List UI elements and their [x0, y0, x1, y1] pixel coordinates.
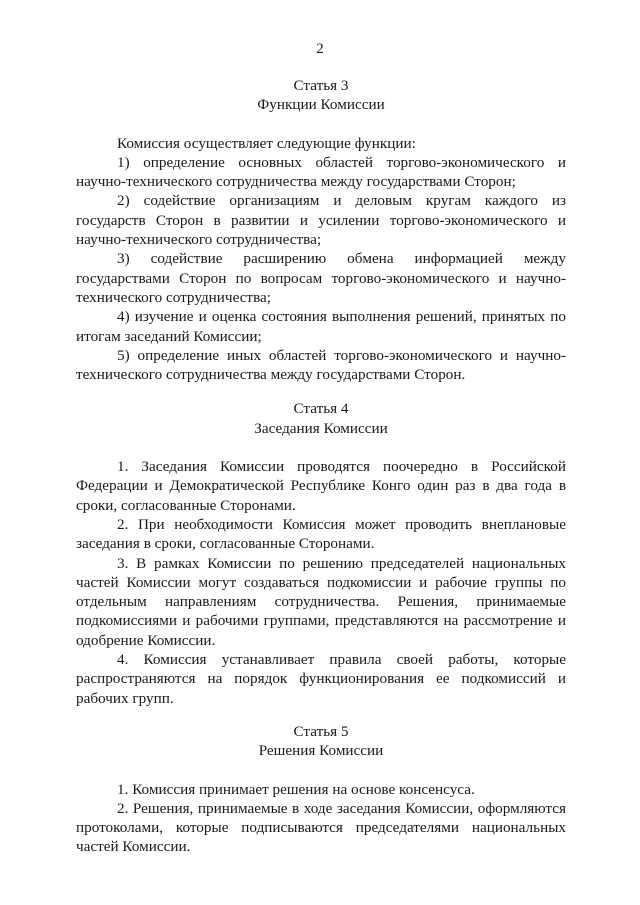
- article-3-paragraph: 5) определение иных областей торгово-экономического и научно-технического сотрудничества между государствами Сторон.: [76, 346, 566, 384]
- article-3-title: Функции Комиссии: [257, 96, 385, 114]
- article-4-paragraphs: [76, 457, 566, 708]
- article-3-paragraph: 3) содействие расширению обмена информацией между государствами Сторон по вопросам торгово-экономического и научно-технического сотрудничества;: [76, 250, 566, 306]
- article-3-paragraphs: [76, 134, 566, 385]
- article-5: [76, 722, 566, 857]
- article-3-paragraph: 1) определение основных областей торгово-экономического и научно-технического сотрудничества между государствами Сторон;: [76, 153, 566, 191]
- article-4-paragraph: 2. При необходимости Комиссия может проводить внеплановые заседания в сроки, согласованные Сторонами.: [76, 515, 566, 553]
- article-4-paragraph: 1. Заседания Комиссии проводятся поочередно в Российской Федерации и Демократической Республике Конго один раз в два года в сроки, согласованные Сторонами.: [76, 458, 566, 514]
- article-3-paragraph: 4) изучение и оценка состояния выполнения решений, принятых по итогам заседаний Комиссии;: [76, 308, 566, 345]
- article-4-number: Статья 4: [293, 400, 349, 418]
- article-5-paragraphs: [76, 780, 566, 857]
- article-3-number: Статья 3: [293, 77, 349, 94]
- page-number: 2: [316, 41, 324, 57]
- article-5-number: Статья 5: [293, 722, 349, 740]
- article-5-title: Решения Комиссии: [258, 742, 384, 760]
- article-4-heading: [76, 399, 566, 438]
- article-4-paragraph: 3. В рамках Комиссии по решению председателей национальных частей Комиссии могут создаваться подкомиссии и рабочие группы по отдельным направлениям сотрудничества. Решения, принимаемые подкомиссиями и рабочими группами, представляются на рассмотрение и одобрение Комиссии.: [76, 554, 566, 649]
- article-4-paragraph: 4. Комиссия устанавливает правила своей работы, которые распространяются на порядок функционирования ее подкомиссий и рабочих групп.: [76, 651, 566, 707]
- article-3: [76, 76, 566, 384]
- article-5-heading: [76, 722, 566, 761]
- article-3-heading: [76, 76, 566, 115]
- article-4-title: Заседания Комиссии: [254, 419, 388, 437]
- document-body: [76, 76, 566, 857]
- article-4: [76, 399, 566, 707]
- article-5-paragraph: 2. Решения, принимаемые в ходе заседания Комиссии, оформляются протоколами, которые подписываются председателями национальных частей Комиссии.: [76, 799, 566, 856]
- article-3-paragraph: 2) содействие организациям и деловым кругам каждого из государств Сторон в развитии и усилении торгово-экономического и научно-технического сотрудничества;: [76, 192, 566, 249]
- article-5-paragraph: 1. Комиссия принимает решения на основе консенсуса.: [117, 780, 475, 798]
- article-3-paragraph: Комиссия осуществляет следующие функции:: [117, 134, 416, 152]
